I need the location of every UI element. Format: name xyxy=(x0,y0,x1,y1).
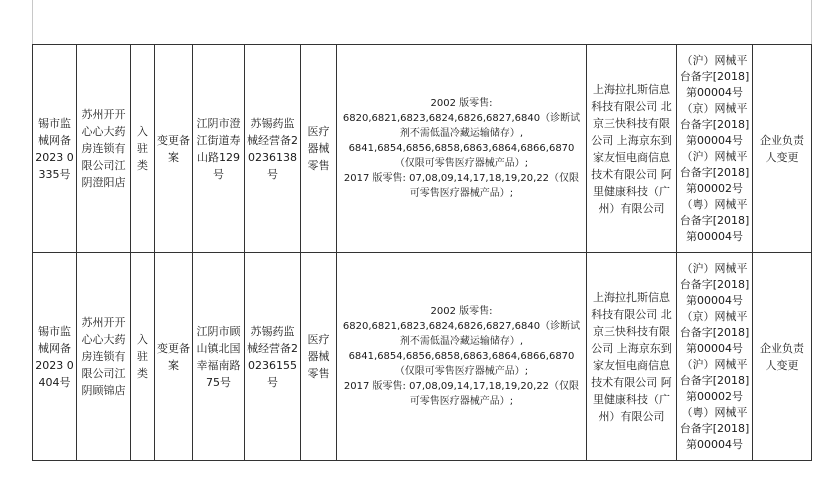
scope-2017: 2017 版零售: 07,08,09,14,17,18,19,20,22（仅限可零售医疗器械产品）; xyxy=(343,173,580,199)
business-scope-cell xyxy=(337,45,587,253)
page-margin-right xyxy=(811,0,812,44)
address-cell: 江阴市顾山镇北国幸福南路75号 xyxy=(193,253,245,461)
change-reason-cell: 企业负责人变更 xyxy=(753,45,812,253)
change-reason-cell: 企业负责人变更 xyxy=(753,253,812,461)
table-row xyxy=(33,45,812,253)
scope-2002-codes-a: 6820,6821,6823,6824,6826,6827,6840（诊断试剂不需低温冷藏运输储存）, xyxy=(342,113,581,139)
scope-2002-title: 2002 版零售: xyxy=(430,98,493,109)
scope-2002-title: 2002 版零售: xyxy=(430,306,493,317)
business-type-cell: 医疗器械零售 xyxy=(301,253,337,461)
company-name-cell: 苏州开开心心大药房连锁有限公司江阴澄阳店 xyxy=(77,45,131,253)
business-scope-cell xyxy=(337,253,587,461)
scope-2002-codes-b: 6841,6854,6856,6858,6863,6864,6866,6870（仅限可零售医疗器械产品）; xyxy=(348,351,575,377)
entry-type-cell: 入驻类 xyxy=(131,253,155,461)
platform-record-ids-cell: （沪）网械平台备字[2018]第00004号 （京）网械平台备字[2018]第00004号 （沪）网械平台备字[2018]第00002号 （粤）网械平台备字[2018]第00004号 xyxy=(677,45,753,253)
change-type-cell: 变更备案 xyxy=(155,45,193,253)
record-number-cell: 锡市监械网备2023 0335号 xyxy=(33,45,77,253)
platform-companies-cell: 上海拉扎斯信息科技有限公司 北京三快科技有限公司 上海京东到家友恒电商信息技术有限公司 阿里健康科技（广州）有限公司 xyxy=(587,45,677,253)
license-cell: 苏锡药监械经营备20236155号 xyxy=(245,253,301,461)
entry-type-cell: 入驻类 xyxy=(131,45,155,253)
company-name-cell: 苏州开开心心大药房连锁有限公司江阴顾锦店 xyxy=(77,253,131,461)
license-cell: 苏锡药监械经营备20236138号 xyxy=(245,45,301,253)
scope-2017: 2017 版零售: 07,08,09,14,17,18,19,20,22（仅限可零售医疗器械产品）; xyxy=(343,381,580,407)
filing-table xyxy=(32,44,812,461)
page-margin-left xyxy=(32,0,33,44)
platform-companies-cell: 上海拉扎斯信息科技有限公司 北京三快科技有限公司 上海京东到家友恒电商信息技术有限公司 阿里健康科技（广州）有限公司 xyxy=(587,253,677,461)
scope-2002-codes-b: 6841,6854,6856,6858,6863,6864,6866,6870（仅限可零售医疗器械产品）; xyxy=(348,143,575,169)
business-type-cell: 医疗器械零售 xyxy=(301,45,337,253)
change-type-cell: 变更备案 xyxy=(155,253,193,461)
address-cell: 江阴市澄江街道寿山路129号 xyxy=(193,45,245,253)
scope-2002-codes-a: 6820,6821,6823,6824,6826,6827,6840（诊断试剂不需低温冷藏运输储存）, xyxy=(342,321,581,347)
record-number-cell: 锡市监械网备2023 0404号 xyxy=(33,253,77,461)
table-row xyxy=(33,253,812,461)
platform-record-ids-cell: （沪）网械平台备字[2018]第00004号 （京）网械平台备字[2018]第00004号 （沪）网械平台备字[2018]第00002号 （粤）网械平台备字[2018]第00004号 xyxy=(677,253,753,461)
